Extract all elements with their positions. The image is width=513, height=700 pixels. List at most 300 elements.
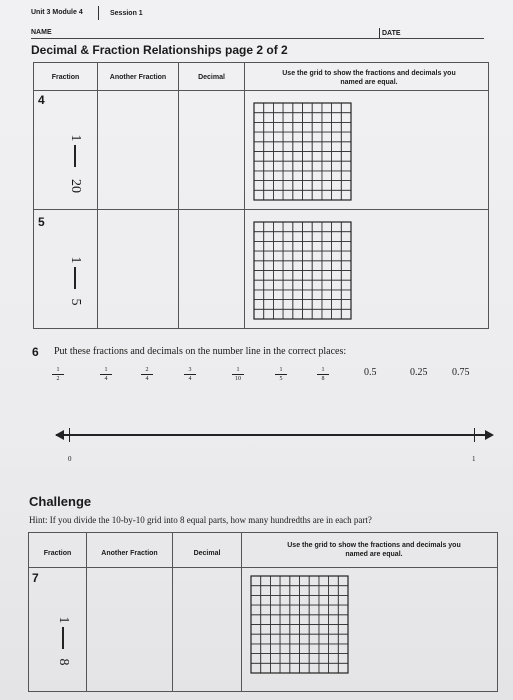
grid-cell[interactable] [329, 576, 339, 586]
grid-cell[interactable] [251, 644, 261, 654]
grid-cell[interactable] [312, 171, 322, 181]
grid-cell[interactable] [303, 222, 313, 232]
grid-cell[interactable] [254, 300, 264, 310]
grid-cell[interactable] [264, 309, 274, 319]
grid-cell[interactable] [261, 634, 271, 644]
grid-cell[interactable] [332, 290, 342, 300]
grid-cell[interactable] [293, 300, 303, 310]
grid-cell[interactable] [283, 161, 293, 171]
grid-cell[interactable] [332, 251, 342, 261]
grid-cell[interactable] [312, 142, 322, 152]
grid-cell[interactable] [261, 576, 271, 586]
grid-cell[interactable] [251, 663, 261, 673]
grid-cell[interactable] [254, 152, 264, 162]
grid-cell[interactable] [293, 290, 303, 300]
grid-cell[interactable] [264, 132, 274, 142]
grid-cell[interactable] [290, 586, 300, 596]
grid-cell[interactable] [319, 615, 329, 625]
grid-cell[interactable] [322, 232, 332, 242]
grid-cell[interactable] [312, 122, 322, 132]
grid-cell[interactable] [261, 605, 271, 615]
grid-cell[interactable] [264, 251, 274, 261]
grid-cell[interactable] [309, 576, 319, 586]
grid-cell[interactable] [273, 122, 283, 132]
grid-cell[interactable] [303, 181, 313, 191]
grid-cell[interactable] [322, 251, 332, 261]
grid-cell[interactable] [338, 634, 348, 644]
grid-cell[interactable] [293, 251, 303, 261]
grid-cell[interactable] [322, 241, 332, 251]
grid-cell[interactable] [273, 309, 283, 319]
grid-cell[interactable] [319, 586, 329, 596]
grid-cell[interactable] [264, 261, 274, 271]
grid-cell[interactable] [312, 261, 322, 271]
grid-cell[interactable] [264, 222, 274, 232]
grid-cell[interactable] [264, 142, 274, 152]
grid-cell[interactable] [280, 576, 290, 586]
grid-cell[interactable] [264, 271, 274, 281]
grid-cell[interactable] [264, 161, 274, 171]
grid-cell[interactable] [309, 634, 319, 644]
grid-cell[interactable] [300, 615, 310, 625]
grid-cell[interactable] [283, 261, 293, 271]
grid-cell[interactable] [341, 280, 351, 290]
grid-cell[interactable] [300, 595, 310, 605]
grid-cell[interactable] [283, 271, 293, 281]
grid-cell[interactable] [290, 576, 300, 586]
grid-cell[interactable] [273, 241, 283, 251]
grid-cell[interactable] [341, 232, 351, 242]
grid-cell[interactable] [319, 644, 329, 654]
grid-cell[interactable] [319, 605, 329, 615]
grid-cell[interactable] [303, 142, 313, 152]
grid-cell[interactable] [312, 300, 322, 310]
grid-cell[interactable] [264, 152, 274, 162]
grid-cell[interactable] [312, 190, 322, 200]
grid-cell[interactable] [254, 142, 264, 152]
grid-cell[interactable] [273, 161, 283, 171]
grid-cell[interactable] [300, 663, 310, 673]
grid-cell[interactable] [283, 290, 293, 300]
grid-cell[interactable] [322, 290, 332, 300]
grid-cell[interactable] [283, 309, 293, 319]
grid-cell[interactable] [283, 171, 293, 181]
grid-cell[interactable] [332, 261, 342, 271]
grid-cell[interactable] [264, 113, 274, 123]
grid-cell[interactable] [332, 271, 342, 281]
grid-cell[interactable] [293, 261, 303, 271]
grid-cell[interactable] [303, 152, 313, 162]
grid-cell[interactable] [251, 634, 261, 644]
grid-cell[interactable] [303, 280, 313, 290]
grid-cell[interactable] [341, 113, 351, 123]
grid-cell[interactable] [254, 241, 264, 251]
grid-cell[interactable] [273, 142, 283, 152]
grid-cell[interactable] [303, 309, 313, 319]
grid-cell[interactable] [280, 634, 290, 644]
grid-cell[interactable] [251, 615, 261, 625]
grid-cell[interactable] [322, 261, 332, 271]
grid-cell[interactable] [293, 271, 303, 281]
grid-cell[interactable] [283, 241, 293, 251]
grid-cell[interactable] [300, 625, 310, 635]
grid-cell[interactable] [312, 271, 322, 281]
grid-cell[interactable] [329, 615, 339, 625]
grid-cell[interactable] [261, 595, 271, 605]
grid-cell[interactable] [332, 152, 342, 162]
grid-cell[interactable] [322, 309, 332, 319]
grid-cell[interactable] [338, 663, 348, 673]
grid-cell[interactable] [254, 309, 264, 319]
grid-cell[interactable] [332, 309, 342, 319]
grid-cell[interactable] [254, 132, 264, 142]
grid-cell[interactable] [280, 595, 290, 605]
grid-cell[interactable] [329, 605, 339, 615]
grid-cell[interactable] [338, 576, 348, 586]
grid-cell[interactable] [332, 122, 342, 132]
grid-cell[interactable] [309, 615, 319, 625]
grid-cell[interactable] [312, 161, 322, 171]
grid-cell[interactable] [273, 190, 283, 200]
name-line[interactable] [31, 38, 484, 39]
grid-cell[interactable] [273, 181, 283, 191]
grid-cell[interactable] [341, 103, 351, 113]
grid-cell[interactable] [264, 190, 274, 200]
grid-cell[interactable] [293, 222, 303, 232]
grid-cell[interactable] [338, 605, 348, 615]
grid-cell[interactable] [309, 586, 319, 596]
grid-cell[interactable] [290, 625, 300, 635]
grid-cell[interactable] [293, 241, 303, 251]
grid-cell[interactable] [303, 261, 313, 271]
grid-cell[interactable] [332, 181, 342, 191]
grid-cell[interactable] [341, 290, 351, 300]
grid-cell[interactable] [293, 122, 303, 132]
grid-cell[interactable] [338, 644, 348, 654]
grid-cell[interactable] [338, 595, 348, 605]
grid-cell[interactable] [341, 181, 351, 191]
grid-cell[interactable] [273, 222, 283, 232]
grid-cell[interactable] [290, 634, 300, 644]
grid-cell[interactable] [270, 654, 280, 664]
grid-cell[interactable] [303, 290, 313, 300]
grid-cell[interactable] [264, 300, 274, 310]
grid-cell[interactable] [293, 152, 303, 162]
grid-cell[interactable] [312, 113, 322, 123]
grid-cell[interactable] [273, 251, 283, 261]
grid-cell[interactable] [303, 122, 313, 132]
grid-cell[interactable] [251, 625, 261, 635]
grid-cell[interactable] [280, 615, 290, 625]
grid-cell[interactable] [261, 615, 271, 625]
grid-cell[interactable] [341, 171, 351, 181]
grid-cell[interactable] [332, 280, 342, 290]
grid-cell[interactable] [319, 634, 329, 644]
grid-cell[interactable] [273, 261, 283, 271]
grid-cell[interactable] [270, 625, 280, 635]
grid-cell[interactable] [341, 152, 351, 162]
grid-cell[interactable] [322, 152, 332, 162]
grid-cell[interactable] [254, 232, 264, 242]
grid-cell[interactable] [251, 605, 261, 615]
grid-cell[interactable] [251, 595, 261, 605]
grid-cell[interactable] [261, 644, 271, 654]
grid-cell[interactable] [293, 181, 303, 191]
grid-cell[interactable] [273, 280, 283, 290]
grid-cell[interactable] [283, 251, 293, 261]
grid-cell[interactable] [273, 132, 283, 142]
grid-cell[interactable] [322, 161, 332, 171]
grid-cell[interactable] [270, 663, 280, 673]
hundred-grid[interactable] [253, 221, 352, 325]
grid-cell[interactable] [303, 171, 313, 181]
grid-cell[interactable] [254, 181, 264, 191]
grid-cell[interactable] [270, 605, 280, 615]
grid-cell[interactable] [280, 663, 290, 673]
grid-cell[interactable] [290, 615, 300, 625]
grid-cell[interactable] [332, 171, 342, 181]
grid-cell[interactable] [283, 222, 293, 232]
grid-cell[interactable] [293, 232, 303, 242]
grid-cell[interactable] [283, 232, 293, 242]
grid-cell[interactable] [283, 103, 293, 113]
grid-cell[interactable] [309, 625, 319, 635]
grid-cell[interactable] [309, 654, 319, 664]
grid-cell[interactable] [303, 251, 313, 261]
grid-cell[interactable] [319, 595, 329, 605]
grid-cell[interactable] [338, 654, 348, 664]
grid-cell[interactable] [254, 122, 264, 132]
grid-cell[interactable] [332, 300, 342, 310]
grid-cell[interactable] [338, 625, 348, 635]
grid-cell[interactable] [270, 595, 280, 605]
grid-cell[interactable] [254, 280, 264, 290]
grid-cell[interactable] [254, 222, 264, 232]
grid-cell[interactable] [264, 171, 274, 181]
grid-cell[interactable] [293, 132, 303, 142]
grid-cell[interactable] [264, 103, 274, 113]
grid-cell[interactable] [283, 190, 293, 200]
grid-cell[interactable] [322, 103, 332, 113]
grid-cell[interactable] [283, 122, 293, 132]
grid-cell[interactable] [273, 113, 283, 123]
number-line[interactable] [56, 434, 492, 436]
grid-cell[interactable] [332, 103, 342, 113]
grid-cell[interactable] [329, 654, 339, 664]
grid-cell[interactable] [303, 232, 313, 242]
grid-cell[interactable] [293, 103, 303, 113]
grid-cell[interactable] [329, 595, 339, 605]
grid-cell[interactable] [338, 586, 348, 596]
grid-cell[interactable] [293, 113, 303, 123]
grid-cell[interactable] [322, 222, 332, 232]
grid-cell[interactable] [280, 644, 290, 654]
grid-cell[interactable] [312, 103, 322, 113]
grid-cell[interactable] [264, 241, 274, 251]
grid-cell[interactable] [264, 181, 274, 191]
grid-cell[interactable] [264, 122, 274, 132]
grid-cell[interactable] [332, 190, 342, 200]
grid-cell[interactable] [251, 654, 261, 664]
grid-cell[interactable] [312, 132, 322, 142]
grid-cell[interactable] [303, 241, 313, 251]
grid-cell[interactable] [322, 271, 332, 281]
grid-cell[interactable] [312, 280, 322, 290]
grid-cell[interactable] [322, 300, 332, 310]
grid-cell[interactable] [290, 605, 300, 615]
grid-cell[interactable] [251, 576, 261, 586]
hundred-grid[interactable] [253, 102, 352, 206]
grid-cell[interactable] [322, 142, 332, 152]
grid-cell[interactable] [264, 280, 274, 290]
grid-cell[interactable] [261, 663, 271, 673]
grid-cell[interactable] [341, 122, 351, 132]
grid-cell[interactable] [254, 161, 264, 171]
grid-cell[interactable] [283, 152, 293, 162]
grid-cell[interactable] [322, 132, 332, 142]
grid-cell[interactable] [273, 300, 283, 310]
grid-cell[interactable] [261, 625, 271, 635]
grid-cell[interactable] [341, 261, 351, 271]
grid-cell[interactable] [293, 309, 303, 319]
grid-cell[interactable] [264, 290, 274, 300]
grid-cell[interactable] [309, 644, 319, 654]
hundred-grid[interactable] [250, 575, 349, 679]
grid-cell[interactable] [319, 625, 329, 635]
grid-cell[interactable] [319, 576, 329, 586]
grid-cell[interactable] [341, 251, 351, 261]
grid-cell[interactable] [312, 222, 322, 232]
grid-cell[interactable] [341, 241, 351, 251]
grid-cell[interactable] [290, 595, 300, 605]
grid-cell[interactable] [341, 190, 351, 200]
grid-cell[interactable] [290, 663, 300, 673]
grid-cell[interactable] [254, 251, 264, 261]
grid-cell[interactable] [254, 290, 264, 300]
grid-cell[interactable] [303, 113, 313, 123]
grid-cell[interactable] [312, 309, 322, 319]
grid-cell[interactable] [273, 152, 283, 162]
grid-cell[interactable] [329, 634, 339, 644]
grid-cell[interactable] [322, 113, 332, 123]
grid-cell[interactable] [280, 654, 290, 664]
grid-cell[interactable] [332, 222, 342, 232]
grid-cell[interactable] [341, 142, 351, 152]
grid-cell[interactable] [312, 232, 322, 242]
grid-cell[interactable] [300, 586, 310, 596]
grid-cell[interactable] [254, 261, 264, 271]
grid-cell[interactable] [280, 625, 290, 635]
grid-cell[interactable] [341, 300, 351, 310]
grid-cell[interactable] [309, 605, 319, 615]
grid-cell[interactable] [290, 654, 300, 664]
grid-cell[interactable] [303, 161, 313, 171]
grid-cell[interactable] [312, 251, 322, 261]
grid-cell[interactable] [283, 113, 293, 123]
grid-cell[interactable] [329, 663, 339, 673]
grid-cell[interactable] [254, 171, 264, 181]
grid-cell[interactable] [254, 190, 264, 200]
grid-cell[interactable] [273, 171, 283, 181]
grid-cell[interactable] [293, 142, 303, 152]
grid-cell[interactable] [319, 663, 329, 673]
grid-cell[interactable] [300, 605, 310, 615]
grid-cell[interactable] [332, 241, 342, 251]
grid-cell[interactable] [261, 654, 271, 664]
grid-cell[interactable] [309, 595, 319, 605]
grid-cell[interactable] [341, 271, 351, 281]
grid-cell[interactable] [283, 280, 293, 290]
grid-cell[interactable] [332, 142, 342, 152]
grid-cell[interactable] [261, 586, 271, 596]
grid-cell[interactable] [322, 122, 332, 132]
grid-cell[interactable] [322, 190, 332, 200]
grid-cell[interactable] [270, 576, 280, 586]
grid-cell[interactable] [300, 654, 310, 664]
grid-cell[interactable] [329, 644, 339, 654]
grid-cell[interactable] [280, 586, 290, 596]
grid-cell[interactable] [309, 663, 319, 673]
grid-cell[interactable] [293, 190, 303, 200]
grid-cell[interactable] [270, 615, 280, 625]
grid-cell[interactable] [338, 615, 348, 625]
grid-cell[interactable] [322, 181, 332, 191]
grid-cell[interactable] [332, 161, 342, 171]
grid-cell[interactable] [254, 113, 264, 123]
grid-cell[interactable] [293, 161, 303, 171]
grid-cell[interactable] [303, 300, 313, 310]
grid-cell[interactable] [300, 634, 310, 644]
grid-cell[interactable] [303, 132, 313, 142]
grid-cell[interactable] [312, 152, 322, 162]
grid-cell[interactable] [280, 605, 290, 615]
grid-cell[interactable] [270, 634, 280, 644]
grid-cell[interactable] [332, 113, 342, 123]
grid-cell[interactable] [319, 654, 329, 664]
grid-cell[interactable] [341, 309, 351, 319]
grid-cell[interactable] [312, 290, 322, 300]
grid-cell[interactable] [264, 232, 274, 242]
grid-cell[interactable] [290, 644, 300, 654]
grid-cell[interactable] [341, 161, 351, 171]
grid-cell[interactable] [283, 142, 293, 152]
grid-cell[interactable] [332, 132, 342, 142]
grid-cell[interactable] [273, 103, 283, 113]
grid-cell[interactable] [283, 181, 293, 191]
grid-cell[interactable] [283, 132, 293, 142]
grid-cell[interactable] [312, 241, 322, 251]
grid-cell[interactable] [273, 232, 283, 242]
grid-cell[interactable] [300, 644, 310, 654]
grid-cell[interactable] [303, 271, 313, 281]
grid-cell[interactable] [293, 171, 303, 181]
grid-cell[interactable] [332, 232, 342, 242]
grid-cell[interactable] [322, 171, 332, 181]
grid-cell[interactable] [270, 586, 280, 596]
grid-cell[interactable] [341, 222, 351, 232]
grid-cell[interactable] [329, 625, 339, 635]
grid-cell[interactable] [322, 280, 332, 290]
grid-cell[interactable] [283, 300, 293, 310]
grid-cell[interactable] [270, 644, 280, 654]
grid-cell[interactable] [341, 132, 351, 142]
grid-cell[interactable] [312, 181, 322, 191]
grid-cell[interactable] [293, 280, 303, 290]
grid-cell[interactable] [303, 190, 313, 200]
grid-cell[interactable] [329, 586, 339, 596]
grid-cell[interactable] [273, 290, 283, 300]
grid-cell[interactable] [254, 271, 264, 281]
